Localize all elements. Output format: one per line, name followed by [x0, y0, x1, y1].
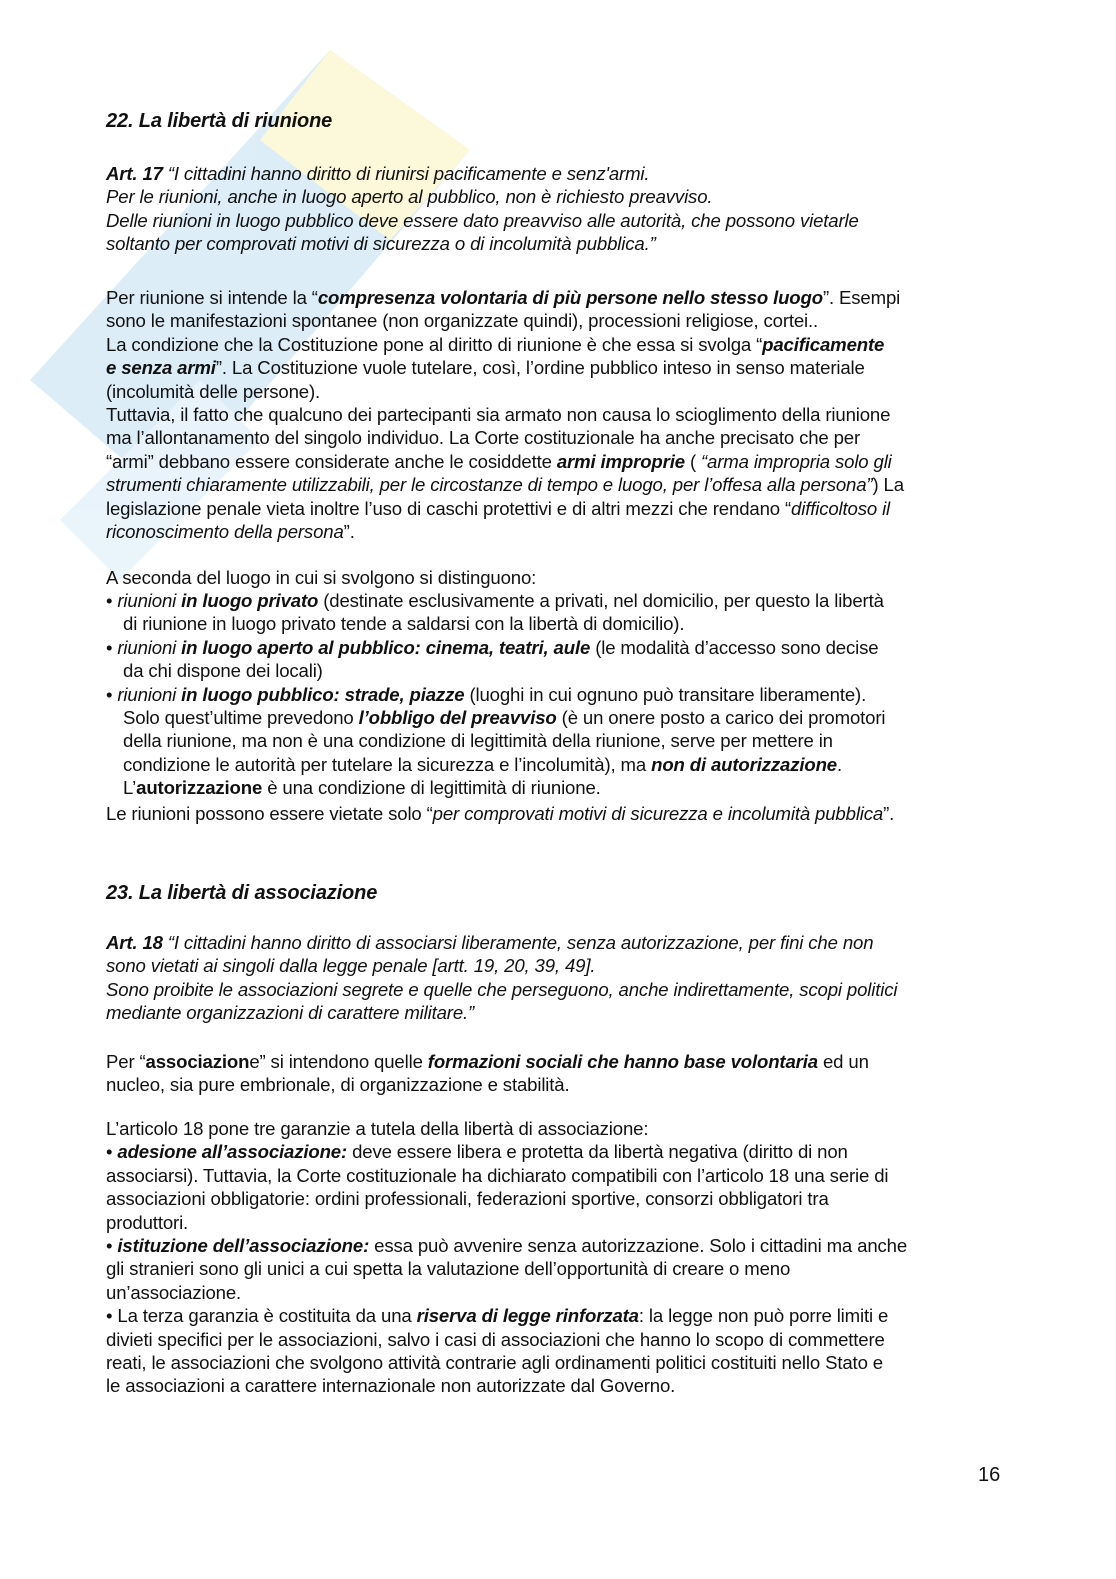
text-line	[106, 403, 904, 426]
text-line	[106, 954, 897, 977]
text-line	[106, 426, 904, 449]
text-run: essa può avvenire senza autorizzazione. Solo i cittadini ma anche	[369, 1234, 908, 1256]
emphasis-text: riconoscimento della persona	[106, 520, 344, 542]
emphasis-text: in luogo privato	[181, 590, 319, 611]
text-run: da chi dispone dei locali)	[123, 660, 323, 682]
emphasis-text: Delle riunioni in luogo pubblico deve essere dato preavviso alle autorità, che possono vietarle	[106, 209, 859, 231]
text-line	[106, 683, 885, 706]
text-run: ma l’allontanamento del singolo individuo. La Corte costituzionale ha anche precisato che per	[106, 427, 861, 449]
emphasis-text: armi improprie	[556, 450, 685, 472]
emphasis-text: riunioni	[117, 590, 182, 611]
emphasis-text: riunioni	[117, 683, 182, 705]
text-run: L’articolo 18 pone tre garanzie a tutela della libertà di associazione:	[106, 1118, 649, 1139]
text-run: associarsi). Tuttavia, la Corte costituzionale ha dichiarato compatibili con l’articolo 18 una serie di	[106, 1164, 889, 1186]
emphasis-text: per comprovati motivi di sicurezza e incolumità pubblica	[432, 803, 884, 824]
text-line	[106, 380, 904, 403]
emphasis-text: “I cittadini hanno diritto di riunirsi pacificamente e senz'armi.	[162, 163, 650, 184]
text-run: .	[837, 753, 843, 775]
paragraph	[106, 566, 536, 589]
text-run: (luoghi in cui ognuno può transitare liberamente).	[464, 683, 867, 705]
text-line	[106, 185, 859, 208]
text-run: Le riunioni possono essere vietate solo “	[106, 803, 433, 824]
text-line	[106, 1234, 907, 1257]
text-line	[106, 1164, 907, 1187]
text-run: ) La	[872, 474, 904, 496]
text-line	[106, 309, 904, 332]
text-run: divieti specifici per le associazioni, salvo i casi di associazioni che hanno lo scopo di commettere	[106, 1328, 885, 1350]
text-run: Per riunione si intende la “	[106, 287, 318, 308]
text-run: La condizione che la Costituzione pone al diritto di riunione è che essa si svolga “	[106, 333, 763, 355]
text-run: ”. Esempi	[822, 287, 901, 308]
text-run: gli stranieri sono gli unici a cui spetta la valutazione dell’opportunità di creare o meno	[106, 1258, 791, 1280]
text-run: : la legge non può porre limiti e	[638, 1305, 889, 1327]
emphasis-text: compresenza volontaria di più persone nello stesso luogo	[317, 287, 823, 308]
text-run: ”.	[883, 803, 895, 824]
bullet-list	[106, 589, 885, 800]
emphasis-text: Art. 17	[106, 163, 163, 184]
text-line	[106, 1351, 907, 1374]
paragraph	[106, 162, 859, 256]
emphasis-text: pacificamente	[762, 333, 885, 355]
text-run: un’associazione.	[106, 1281, 242, 1303]
text-line	[106, 232, 859, 255]
text-run: (	[684, 450, 701, 472]
text-line	[106, 473, 904, 496]
text-run: L’	[123, 777, 137, 799]
text-run: “armi” debbano essere considerate anche le cosiddette	[106, 450, 557, 472]
text-run: condizione le autorità per tutelare la sicurezza e l’incolumità), ma	[123, 753, 652, 775]
paragraph	[106, 931, 897, 1025]
text-line	[106, 776, 885, 799]
paragraph	[106, 1050, 869, 1097]
text-run: e” si intendono quelle	[249, 1051, 428, 1072]
text-line	[106, 286, 904, 309]
emphasis-text: soltanto per comprovati motivi di sicurezza o di incolumità pubblica.”	[106, 233, 656, 255]
text-run: è una condizione di legittimità di riunione.	[262, 777, 601, 799]
text-line	[106, 729, 885, 752]
emphasis-text: Per le riunioni, anche in luogo aperto al pubblico, non è richiesto preavviso.	[106, 186, 713, 208]
text-line	[106, 1211, 907, 1234]
text-run: sono le manifestazioni spontanee (non organizzate quindi), processioni religiose, cortei..	[106, 310, 819, 332]
text-line	[106, 1073, 869, 1096]
text-run: A seconda del luogo in cui si svolgono si distinguono:	[106, 567, 537, 588]
text-run: legislazione penale vieta inoltre l’uso di caschi protettivi e di altri mezzi che rendano “	[106, 497, 792, 519]
text-run: •	[106, 636, 118, 658]
emphasis-text: autorizzazione	[136, 777, 263, 799]
text-line	[106, 497, 904, 520]
text-line	[106, 1050, 869, 1073]
text-run: Solo quest’ultime prevedono	[123, 706, 359, 728]
text-run: nucleo, sia pure embrionale, di organizzazione e stabilità.	[106, 1074, 570, 1096]
text-run: •	[106, 590, 118, 611]
text-run: (è un onere posto a carico dei promotori	[556, 706, 886, 728]
text-run: associazioni obbligatorie: ordini professionali, federazioni sportive, consorzi obbligatori tra	[106, 1188, 829, 1210]
emphasis-text: riunioni	[117, 636, 182, 658]
text-run: (destinate esclusivamente a privati, nel domicilio, per questo la libertà	[318, 590, 884, 611]
text-line	[106, 659, 885, 682]
emphasis-text: “arma impropria solo gli	[701, 450, 892, 472]
text-line	[106, 589, 885, 612]
emphasis-text: in luogo pubblico: strade, piazze	[181, 683, 465, 705]
text-run: di riunione in luogo privato tende a saldarsi con la libertà di domicilio).	[123, 613, 685, 635]
text-run: (le modalità d’accesso sono decise	[590, 636, 879, 658]
text-run: •	[106, 1141, 118, 1163]
text-line	[106, 1281, 907, 1304]
text-run: • La terza garanzia è costituita da una	[106, 1305, 417, 1327]
text-line	[106, 612, 885, 635]
text-run: (incolumità delle persone).	[106, 380, 321, 402]
emphasis-text: non di autorizzazione	[651, 753, 837, 775]
emphasis-text: associazion	[145, 1051, 250, 1072]
emphasis-text: adesione all’associazione:	[117, 1141, 348, 1163]
emphasis-text: l’obbligo del preavviso	[358, 706, 557, 728]
text-run: •	[106, 1234, 118, 1256]
emphasis-text: sono vietati ai singoli dalla legge penale [artt. 19, 20, 39, 49].	[106, 955, 596, 977]
paragraph	[106, 286, 904, 543]
text-run: ed un	[817, 1051, 869, 1072]
text-line	[106, 1328, 907, 1351]
paragraph	[106, 802, 894, 825]
emphasis-text: formazioni sociali che hanno base volontaria	[427, 1051, 818, 1072]
text-run: ”. La Costituzione vuole tutelare, così, l’ordine pubblico inteso in senso materiale	[215, 357, 865, 379]
text-line	[106, 1140, 907, 1163]
text-line	[106, 753, 885, 776]
emphasis-text: “I cittadini hanno diritto di associarsi liberamente, senza autorizzazione, per fini che non	[162, 932, 874, 953]
text-run: Tuttavia, il fatto che qualcuno dei partecipanti sia armato non causa lo scioglimento della riunione	[106, 403, 891, 425]
emphasis-text: istituzione dell’associazione:	[117, 1234, 370, 1256]
text-line	[106, 1187, 907, 1210]
text-line	[106, 802, 894, 825]
paragraph	[106, 1117, 907, 1398]
emphasis-text: strumenti chiaramente utilizzabili, per le circostanze di tempo e luogo, per l’offesa alla persona”	[106, 474, 873, 496]
text-run: della riunione, ma non è una condizione di legittimità della riunione, serve per mettere in	[123, 730, 833, 752]
text-run: •	[106, 683, 118, 705]
page-number: 16	[978, 1464, 1001, 1486]
emphasis-text: in luogo aperto al pubblico: cinema, teatri, aule	[181, 636, 591, 658]
text-line	[106, 356, 904, 379]
text-line	[106, 520, 904, 543]
text-line	[106, 931, 897, 954]
text-line	[106, 566, 536, 589]
text-line	[106, 162, 859, 185]
text-line	[106, 333, 904, 356]
emphasis-text: mediante organizzazioni di carattere militare.”	[106, 1002, 475, 1024]
text-run: ”.	[343, 520, 355, 542]
text-run: produttori.	[106, 1211, 189, 1233]
section-heading: 23. La libertà di associazione	[106, 882, 378, 904]
section-heading: 22. La libertà di riunione	[106, 110, 333, 132]
text-line	[106, 209, 859, 232]
emphasis-text: riserva di legge rinforzata	[416, 1305, 639, 1327]
text-line	[106, 1001, 897, 1024]
text-line	[106, 1117, 907, 1140]
text-run: reati, le associazioni che svolgono attività contrarie agli ordinamenti politici costituiti nello Stato e	[106, 1351, 883, 1373]
text-line	[106, 450, 904, 473]
text-run: deve essere libera e protetta da libertà negativa (diritto di non	[347, 1141, 848, 1163]
emphasis-text: difficoltoso il	[791, 497, 891, 519]
emphasis-text: Art. 18	[106, 932, 163, 953]
text-line	[106, 1374, 907, 1397]
emphasis-text: Sono proibite le associazioni segrete e quelle che perseguono, anche indirettamente, scopi politici	[106, 978, 898, 1000]
emphasis-text: e senza armi	[106, 357, 216, 379]
text-line	[106, 706, 885, 729]
text-line	[106, 1257, 907, 1280]
text-run: Per “	[106, 1051, 146, 1072]
text-run: le associazioni a carattere internazionale non autorizzate dal Governo.	[106, 1375, 676, 1397]
text-line	[106, 1304, 907, 1327]
text-line	[106, 636, 885, 659]
text-line	[106, 978, 897, 1001]
